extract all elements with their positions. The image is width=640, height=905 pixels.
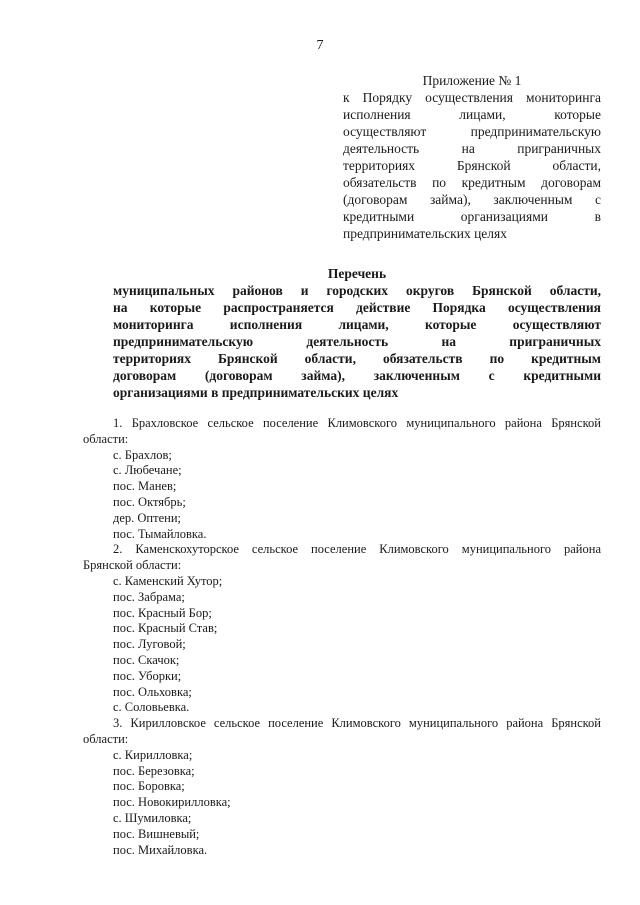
- appendix-line: к Порядку осуществления мониторинга: [343, 90, 601, 105]
- page-number: 7: [316, 38, 324, 53]
- list-item: с. Любечане;: [113, 463, 182, 478]
- section-title: 3. Кирилловское сельское поселение Климовского муниципального района Брянской: [113, 716, 601, 731]
- section-title-cont: области:: [83, 731, 129, 746]
- list-item: с. Кирилловка;: [113, 747, 193, 762]
- appendix-line: деятельность на приграничных: [343, 141, 601, 156]
- section-2: [83, 542, 601, 716]
- section-title-cont: области:: [83, 431, 129, 446]
- appendix-line: исполнения лицами, которые: [343, 107, 601, 122]
- document-heading: [113, 265, 601, 401]
- list-item: пос. Луговой;: [113, 637, 186, 652]
- list-item: пос. Скачок;: [113, 652, 180, 667]
- section-title: 1. Брахловское сельское поселение Климовского муниципального района Брянской: [113, 416, 601, 430]
- list-item: пос. Красный Став;: [113, 621, 218, 636]
- list-item: с. Каменский Хутор;: [113, 573, 223, 588]
- appendix-line: (договорам займа), заключенным с: [343, 192, 601, 207]
- heading-title: Перечень: [327, 266, 387, 281]
- appendix-line: осуществляют предпринимательскую: [343, 124, 601, 139]
- section-title-cont: Брянской области:: [83, 558, 182, 573]
- list-item: пос. Березовка;: [113, 763, 195, 778]
- list-item: дер. Оптени;: [113, 510, 181, 525]
- heading-line: предпринимательскую деятельность на приграничных: [113, 334, 601, 349]
- list-item: с. Шумиловка;: [113, 810, 192, 825]
- list-item: с. Соловьевка.: [113, 700, 190, 715]
- heading-line: на которые распространяется действие Порядка осуществления: [113, 300, 601, 315]
- list-item: пос. Уборки;: [113, 668, 182, 683]
- section-title: 2. Каменскохуторское сельское поселение Климовского муниципального района: [113, 542, 601, 557]
- appendix-block: [343, 72, 601, 242]
- settlement-list: [83, 416, 601, 858]
- list-item: пос. Тымайловка.: [113, 526, 207, 541]
- heading-line: договорам (договорам займа), заключенным с кредитными: [113, 368, 601, 383]
- appendix-title: Приложение № 1: [422, 73, 522, 88]
- list-item: пос. Михайловка.: [113, 842, 208, 857]
- heading-line: мониторинга исполнения лицами, которые осуществляют: [113, 317, 601, 332]
- appendix-line: кредитными организациями в: [343, 209, 601, 224]
- section-1: [83, 416, 601, 542]
- appendix-line: обязательств по кредитным договорам: [343, 175, 601, 190]
- heading-line: муниципальных районов и городских округов Брянской области,: [113, 283, 601, 298]
- list-item: пос. Боровка;: [113, 779, 185, 794]
- list-item: пос. Ольховка;: [113, 684, 192, 699]
- appendix-line: территориях Брянской области,: [343, 158, 601, 173]
- list-item: пос. Октябрь;: [113, 494, 186, 509]
- list-item: с. Брахлов;: [113, 447, 172, 462]
- list-item: пос. Забрама;: [113, 589, 185, 604]
- list-item: пос. Вишневый;: [113, 826, 200, 841]
- appendix-line: предпринимательских целях: [343, 226, 507, 241]
- heading-line: организациями в предпринимательских целях: [113, 385, 399, 400]
- list-item: пос. Красный Бор;: [113, 605, 212, 620]
- list-item: пос. Новокирилловка;: [113, 795, 231, 810]
- section-3: [83, 716, 601, 858]
- heading-line: территориях Брянской области, обязательств по кредитным: [113, 351, 601, 366]
- list-item: пос. Манев;: [113, 479, 177, 494]
